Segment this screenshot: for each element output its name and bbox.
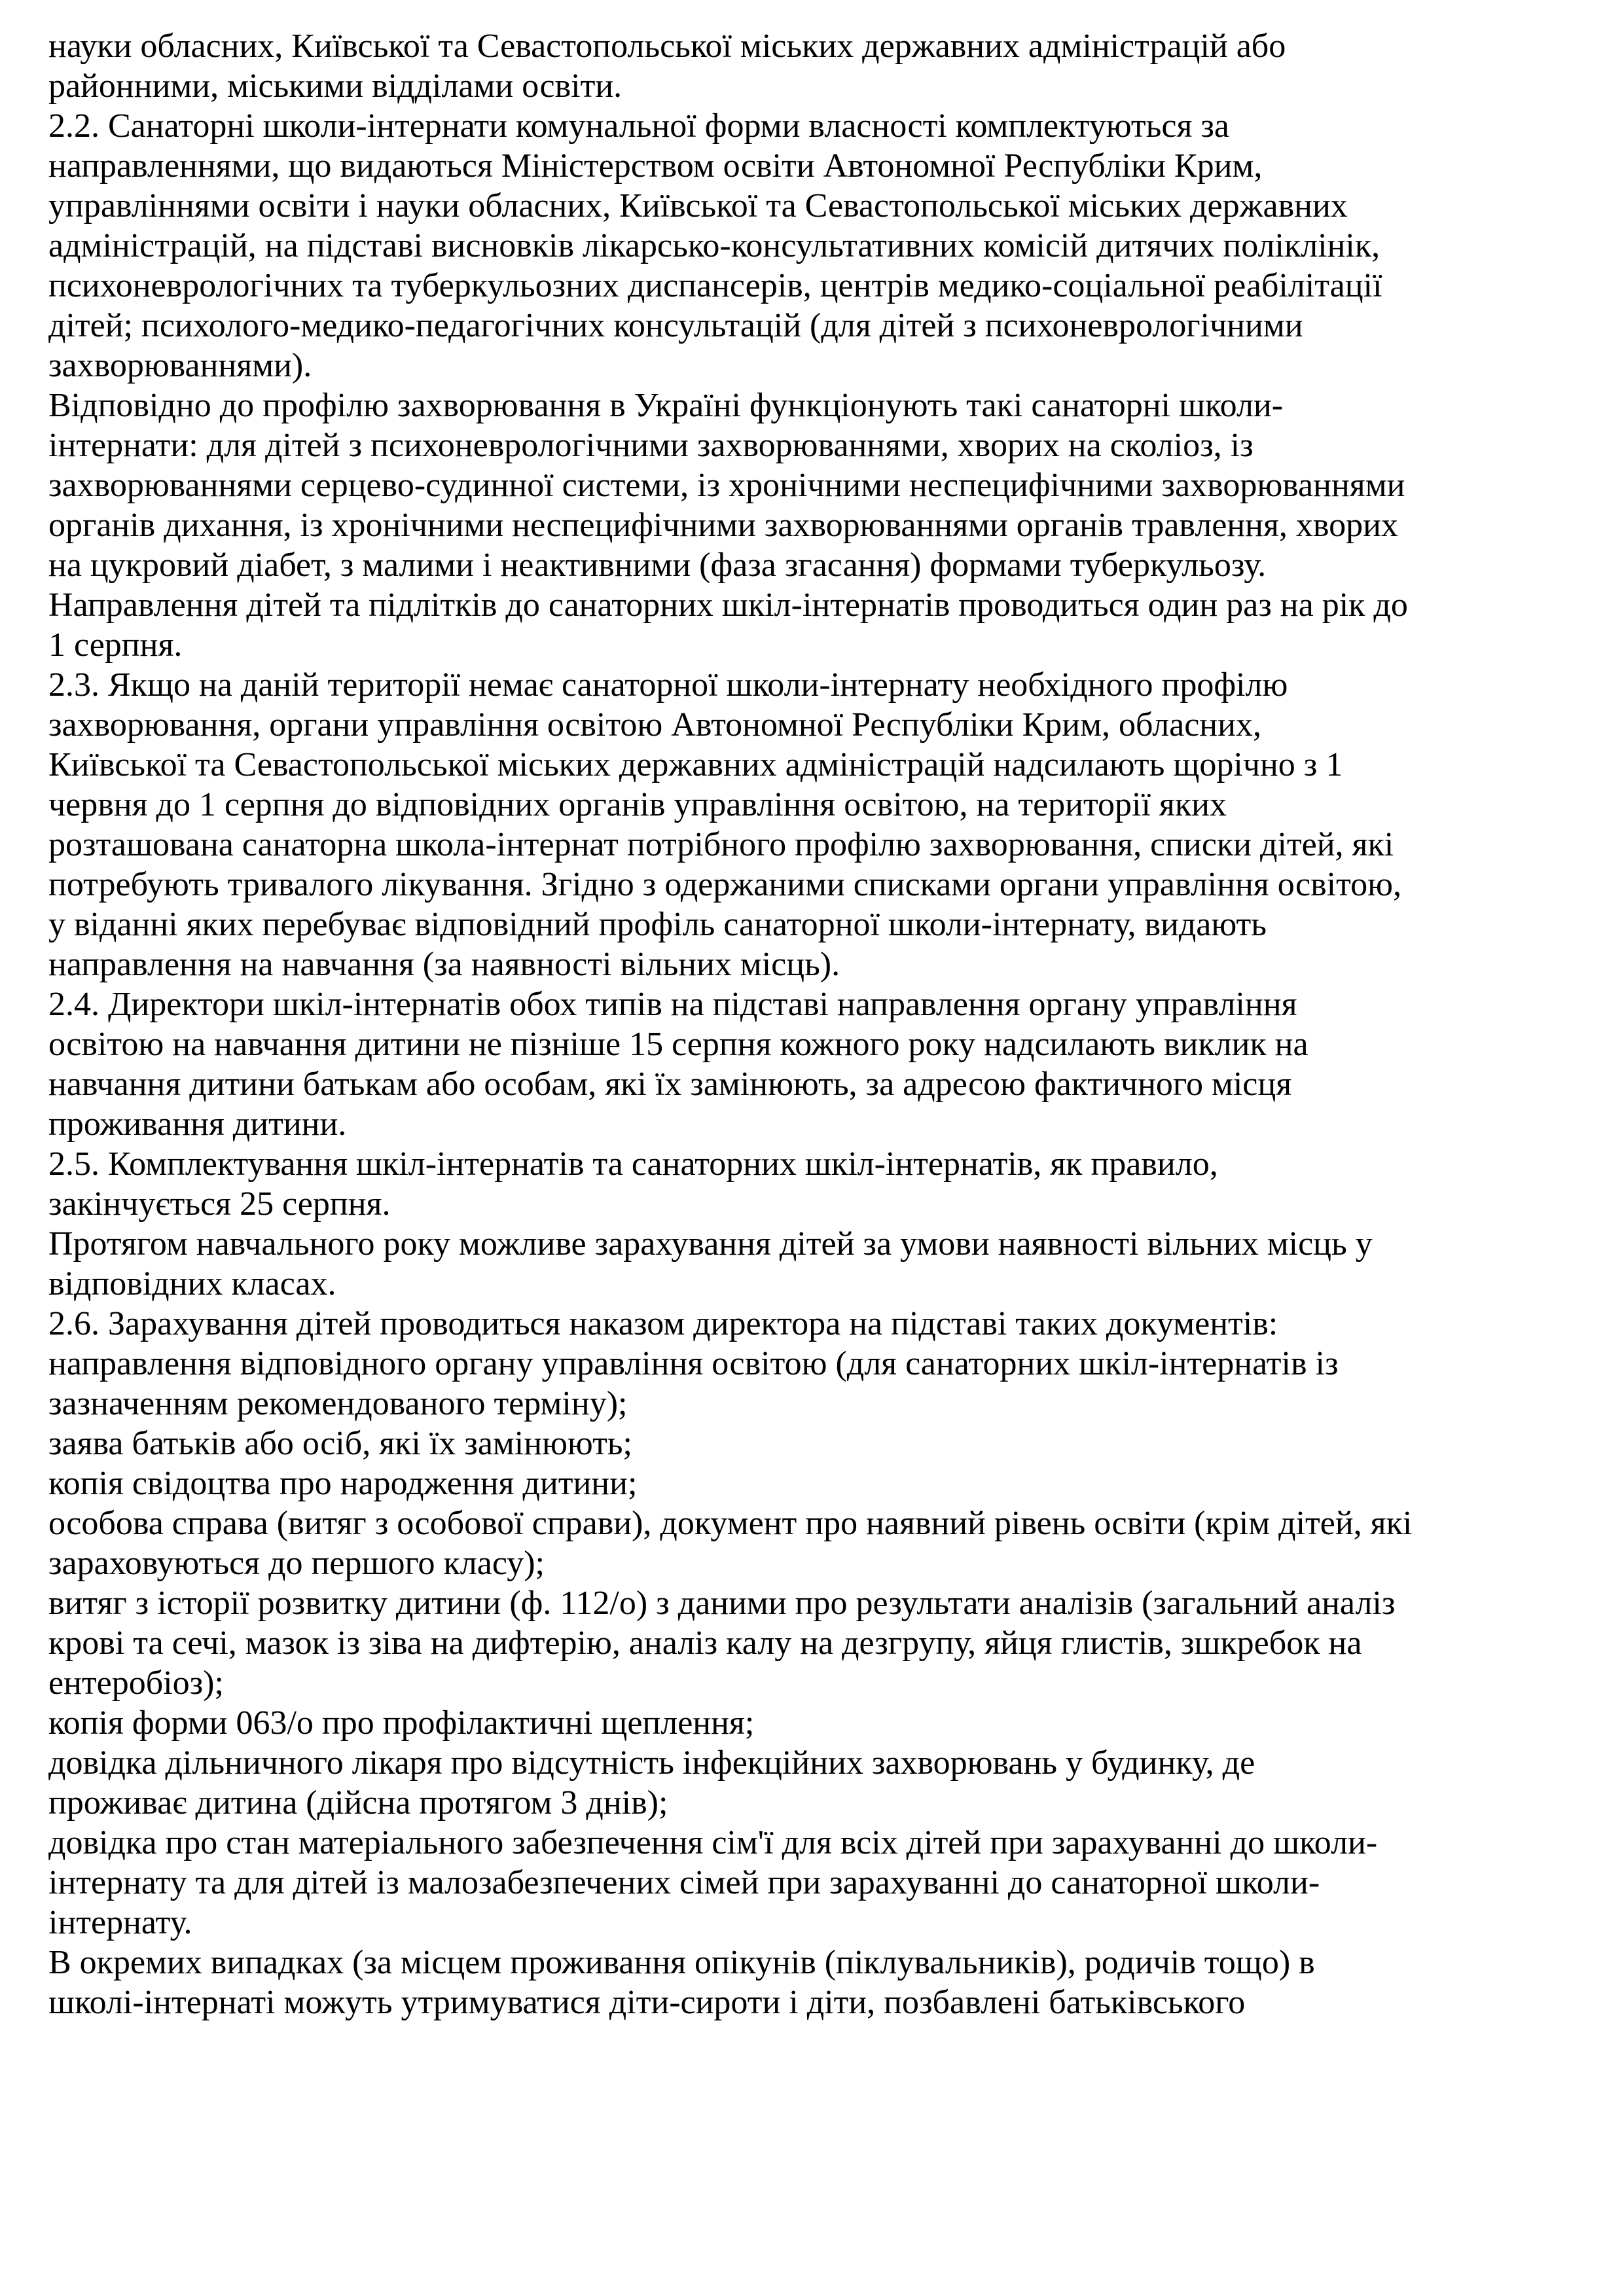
text-line: захворюваннями). xyxy=(48,347,312,384)
text-line: навчання дитини батькам або особам, які їх замінюють, за адресою фактичного місця xyxy=(48,1066,1292,1103)
text-line: ентеробіоз); xyxy=(48,1664,224,1702)
text-line: у віданні яких перебуває відповідний профіль санаторної школи-інтернату, видають xyxy=(48,906,1267,943)
text-line: В окремих випадках (за місцем проживання опікунів (піклувальників), родичів тощо) в xyxy=(48,1944,1315,1981)
text-line: довідка про стан матеріального забезпечення сім'ї для всіх дітей при зарахуванні до школи- xyxy=(48,1824,1378,1861)
text-line: копія свідоцтва про народження дитини; xyxy=(48,1465,638,1502)
text-line: Направлення дітей та підлітків до санаторних шкіл-інтернатів проводиться один раз на рік до xyxy=(48,586,1408,624)
text-line: управліннями освіти і науки обласних, Київської та Севастопольської міських державних xyxy=(48,187,1348,224)
document-page xyxy=(48,26,1587,2062)
text-line: направленнями, що видаються Міністерством освіти Автономної Республіки Крим, xyxy=(48,147,1263,185)
text-line: розташована санаторна школа-інтернат потрібного профілю захворювання, списки дітей, які xyxy=(48,826,1394,863)
text-line: інтернату. xyxy=(48,1904,192,1941)
text-line: органів дихання, із хронічними неспецифічними захворюваннями органів травлення, хворих xyxy=(48,507,1398,544)
text-line xyxy=(48,2022,1587,2062)
text-line: захворювання, органи управління освітою Автономної Республіки Крим, обласних, xyxy=(48,706,1261,744)
text-line: зараховуються до першого класу); xyxy=(48,1545,545,1582)
text-line: зазначенням рекомендованого терміну); xyxy=(48,1385,628,1422)
text-line: 2.6. Зарахування дітей проводиться наказом директора на підставі таких документів: xyxy=(48,1305,1278,1342)
text-line: направлення на навчання (за наявності вільних місць). xyxy=(48,946,840,983)
text-line: психоневрологічних та туберкульозних диспансерів, центрів медико-соціальної реабілітації xyxy=(48,267,1382,304)
text-line: захворюваннями серцево-судинної системи, із хронічними неспецифічними захворюваннями xyxy=(48,467,1405,504)
text-line: адміністрацій, на підставі висновків лікарсько-консультативних комісій дитячих поліклінік, xyxy=(48,227,1380,264)
text-line: дітей; психолого-медико-педагогічних консультацій (для дітей з психоневрологічними xyxy=(48,307,1303,344)
text-line: 1 серпня. xyxy=(48,626,183,664)
text-line: інтернату та для дітей із малозабезпечених сімей при зарахуванні до санаторної школи- xyxy=(48,1864,1320,1901)
text-line: відповідних класах. xyxy=(48,1265,336,1302)
text-line: довідка дільничного лікаря про відсутність інфекційних захворювань у будинку, де xyxy=(48,1744,1255,1782)
text-line: Київської та Севастопольської міських державних адміністрацій надсилають щорічно з 1 xyxy=(48,746,1343,783)
text-line: 2.3. Якщо на даній території немає санаторної школи-інтернату необхідного профілю xyxy=(48,666,1288,704)
text-line: особова справа (витяг з особової справи), документ про наявний рівень освіти (крім дітей, які xyxy=(48,1505,1413,1542)
text-line: інтернати: для дітей з психоневрологічними захворюваннями, хворих на сколіоз, із xyxy=(48,427,1254,464)
text-line: освітою на навчання дитини не пізніше 15 серпня кожного року надсилають виклик на xyxy=(48,1026,1308,1063)
text-line: науки обласних, Київської та Севастопольської міських державних адміністрацій або xyxy=(48,27,1286,65)
text-line: витяг з історії розвитку дитини (ф. 112/о) з даними про результати аналізів (загальний аналіз xyxy=(48,1585,1396,1622)
text-line: копія форми 063/о про профілактичні щеплення; xyxy=(48,1704,755,1742)
text-line: направлення відповідного органу управління освітою (для санаторних шкіл-інтернатів із xyxy=(48,1345,1339,1382)
text-line: закінчується 25 серпня. xyxy=(48,1185,391,1223)
text-line: на цукровий діабет, з малими і неактивними (фаза згасання) формами туберкульозу. xyxy=(48,547,1267,584)
text-line: школі-інтернаті можуть утримуватися діти-сироти і діти, позбавлені батьківського xyxy=(48,1984,1246,2021)
text-line: Протягом навчального року можливе зарахування дітей за умови наявності вільних місць у xyxy=(48,1225,1373,1263)
text-line: проживання дитини. xyxy=(48,1105,347,1143)
text-line: Відповідно до профілю захворювання в Україні функціонують такі санаторні школи- xyxy=(48,387,1284,424)
text-line: районними, міськими відділами освіти. xyxy=(48,67,623,105)
text-line: крові та сечі, мазок із зіва на дифтерію, аналіз калу на дезгрупу, яйця глистів, зшкребок на xyxy=(48,1624,1362,1662)
text-line: заява батьків або осіб, які їх замінюють; xyxy=(48,1425,632,1462)
text-line: 2.5. Комплектування шкіл-інтернатів та санаторних шкіл-інтернатів, як правило, xyxy=(48,1145,1218,1183)
text-line: червня до 1 серпня до відповідних органів управління освітою, на території яких xyxy=(48,786,1227,823)
text-line: 2.4. Директори шкіл-інтернатів обох типів на підставі направлення органу управління xyxy=(48,986,1297,1023)
text-line: проживає дитина (дійсна протягом 3 днів); xyxy=(48,1784,668,1821)
text-line: 2.2. Санаторні школи-інтернати комунальної форми власності комплектуються за xyxy=(48,107,1229,145)
text-line: потребують тривалого лікування. Згідно з одержаними списками органи управління освітою, xyxy=(48,866,1401,903)
